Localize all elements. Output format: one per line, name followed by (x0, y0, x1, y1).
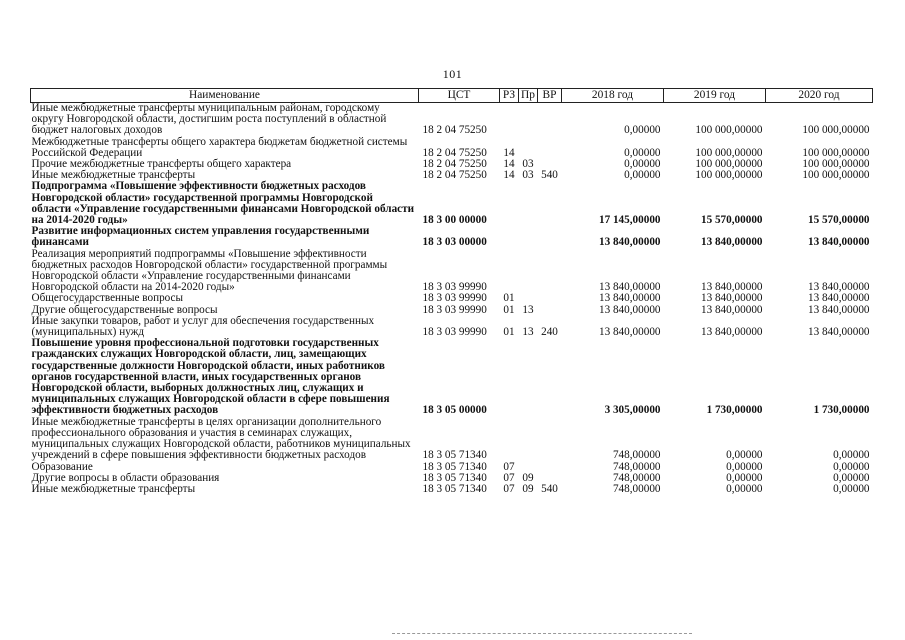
cell-2019: 0,00000 (726, 482, 763, 495)
cell-name: Иные закупки товаров, работ и услуг для обеспечения государственных (муниципальных) нужд (31, 314, 375, 339)
cell-cst: 18 3 05 71340 (422, 482, 487, 495)
cell-name: Иные межбюджетные трансферты (31, 482, 196, 495)
cell-cst: 18 3 03 99990 (422, 281, 487, 294)
cell-name: Общегосударственные вопросы (31, 292, 184, 305)
cell-cst: 18 3 05 71340 (422, 471, 487, 484)
header-pr: Пр (519, 89, 538, 103)
cell-pr (519, 103, 538, 137)
cell-rz (500, 249, 519, 294)
cell-2018: 17 145,00000 (598, 214, 661, 227)
cell-2020: 15 570,00000 (807, 214, 870, 227)
cell-2018: 748,00000 (612, 471, 661, 484)
cell-2020: 0,00000 (833, 449, 870, 462)
cell-cst: 18 3 05 00000 (422, 404, 487, 417)
cell-rz: 01 (503, 303, 515, 316)
cell-2018: 748,00000 (612, 460, 661, 473)
cell-cst: 18 3 03 99990 (422, 292, 487, 305)
cell-2019: 0,00000 (726, 449, 763, 462)
cell-name: Другие вопросы в области образования (31, 471, 220, 484)
cell-cst: 18 2 04 75250 (422, 124, 487, 137)
table-row (31, 484, 873, 495)
table-row (31, 181, 873, 226)
cell-2018: 0,00000 (624, 169, 661, 182)
cell-2020: 100 000,00000 (802, 158, 870, 171)
cell-2019: 15 570,00000 (700, 214, 763, 227)
cell-cst: 18 3 00 00000 (422, 214, 487, 227)
cell-rz (500, 181, 519, 226)
cell-name: Межбюджетные трансферты общего характера бюджетам бюджетной системы Российской Федерации (31, 135, 408, 159)
cell-pr (519, 249, 538, 294)
cell-cst: 18 3 05 71340 (422, 460, 487, 473)
cell-rz (500, 338, 519, 416)
cell-cst: 18 3 03 99990 (422, 303, 487, 316)
cell-pr (519, 338, 538, 416)
cell-2018: 13 840,00000 (598, 236, 661, 249)
cell-2019: 13 840,00000 (700, 303, 763, 316)
header-vr: ВР (538, 89, 562, 103)
cell-2018: 13 840,00000 (598, 292, 661, 305)
cell-vr (538, 103, 562, 137)
cell-name: Образование (31, 460, 93, 473)
cell-2019: 13 840,00000 (700, 236, 763, 249)
cell-name: Иные межбюджетные трансферты муниципальным районам, городскому округу Новгородской области, достигшим роста поступлений в областной бюджет налоговых доходов (31, 102, 387, 137)
cell-pr: 09 (522, 482, 534, 495)
cell-rz: 14 (503, 158, 515, 171)
cell-2020: 100 000,00000 (802, 124, 870, 137)
cell-2019: 0,00000 (726, 460, 763, 473)
cell-2018: 13 840,00000 (598, 303, 661, 316)
cell-pr: 03 (522, 169, 534, 182)
cell-vr (538, 137, 562, 159)
header-rz: РЗ (500, 89, 519, 103)
cell-name: Прочие межбюджетные трансферты общего характера (31, 158, 292, 171)
cell-2018: 748,00000 (612, 449, 661, 462)
cell-2019: 13 840,00000 (700, 326, 763, 339)
budget-table (30, 88, 873, 495)
cell-2018: 0,00000 (624, 124, 661, 137)
cell-2020: 13 840,00000 (807, 292, 870, 305)
cell-2019: 0,00000 (726, 471, 763, 484)
cell-2020: 13 840,00000 (807, 236, 870, 249)
cell-vr: 540 (541, 169, 558, 182)
cell-2018: 13 840,00000 (598, 281, 661, 294)
cell-vr (538, 417, 562, 462)
cell-name: Другие общегосударственные вопросы (31, 303, 218, 316)
cell-2019: 13 840,00000 (700, 281, 763, 294)
cell-2019: 100 000,00000 (695, 158, 763, 171)
cell-pr (519, 293, 538, 304)
cell-cst: 18 3 03 99990 (422, 326, 487, 339)
cell-rz: 07 (503, 460, 515, 473)
cell-2020: 0,00000 (833, 471, 870, 484)
cell-2020: 13 840,00000 (807, 326, 870, 339)
cell-name: Иные межбюджетные трансферты в целях организации дополнительного профессионального образования и участия в семинарах служащих, муниципальных служащих Новгородской области, работников муниципальных учреждений в сфере повышения эффективности бюджетных расходов (31, 415, 411, 462)
cell-pr (519, 181, 538, 226)
cell-vr: 540 (541, 482, 558, 495)
cell-vr (538, 181, 562, 226)
cell-rz: 07 (503, 471, 515, 484)
cell-cst: 18 2 04 75250 (422, 158, 487, 171)
cell-name: Иные межбюджетные трансферты (31, 169, 196, 182)
cell-rz (500, 226, 519, 248)
cell-2018: 0,00000 (624, 146, 661, 159)
cell-2020: 1 730,00000 (813, 404, 870, 417)
cell-2020: 0,00000 (833, 460, 870, 473)
cell-pr: 13 (522, 326, 534, 339)
cell-2020: 100 000,00000 (802, 169, 870, 182)
footer-scan-marks (392, 633, 692, 636)
table-row (31, 137, 873, 159)
cell-2020: 100 000,00000 (802, 146, 870, 159)
header-name: Наименование (31, 89, 419, 103)
cell-vr: 240 (541, 326, 558, 339)
cell-vr (538, 305, 562, 316)
header-2018: 2018 год (562, 89, 664, 103)
cell-2018: 748,00000 (612, 482, 661, 495)
cell-name: Подпрограмма «Повышение эффективности бюджетных расходов Новгородской области» государственной программы Новгородской области «Управление государственными финансами Новгородской области на 2014-2020 годы» (31, 180, 415, 227)
cell-vr (538, 462, 562, 473)
header-2019: 2019 год (664, 89, 766, 103)
cell-vr (538, 338, 562, 416)
cell-2019: 13 840,00000 (700, 292, 763, 305)
cell-vr (538, 226, 562, 248)
cell-2019: 100 000,00000 (695, 146, 763, 159)
cell-rz (500, 103, 519, 137)
cell-2019: 100 000,00000 (695, 169, 763, 182)
cell-cst: 18 2 04 75250 (422, 146, 487, 159)
cell-cst: 18 2 04 75250 (422, 169, 487, 182)
cell-2020: 13 840,00000 (807, 281, 870, 294)
cell-2018: 3 305,00000 (604, 404, 661, 417)
cell-cst: 18 3 05 71340 (422, 449, 487, 462)
cell-name: Развитие информационных систем управления государственными финансами (31, 225, 370, 249)
cell-pr (519, 137, 538, 159)
header-2020: 2020 год (766, 89, 873, 103)
cell-rz: 01 (503, 326, 515, 339)
cell-name: Повышение уровня профессиональной подготовки государственных гражданских служащих Новгородской области, лиц, замещающих государственные должности Новгородской области, иных работников органов государственной власти, иных государственных органов Новгородской области, выборных должностных лиц, служащих и муниципальных служащих Новгородской области в сфере повышения эффективности бюджетных расходов (31, 337, 390, 417)
cell-rz: 07 (503, 482, 515, 495)
cell-2018: 0,00000 (624, 158, 661, 171)
cell-2019: 1 730,00000 (706, 404, 763, 417)
table-row (31, 417, 873, 462)
cell-rz: 01 (503, 292, 515, 305)
cell-pr: 03 (522, 158, 534, 171)
cell-rz (500, 417, 519, 462)
cell-2019: 100 000,00000 (695, 124, 763, 137)
cell-pr: 09 (522, 471, 534, 484)
cell-name: Реализация мероприятий подпрограммы «Повышение эффективности бюджетных расходов Новгородской области» государственной программы Новгородской области «Управление государственными финансами Новгородской области на 2014-2020 годы» (31, 247, 388, 294)
page-number: 101 (442, 67, 463, 81)
table-row (31, 316, 873, 338)
cell-vr (538, 293, 562, 304)
cell-pr: 13 (522, 303, 534, 316)
table-body (31, 103, 873, 496)
cell-rz: 14 (503, 169, 515, 182)
table-header-row (31, 89, 873, 103)
cell-vr (538, 249, 562, 294)
cell-pr (519, 226, 538, 248)
table-row (31, 103, 873, 137)
cell-2020: 13 840,00000 (807, 303, 870, 316)
cell-cst: 18 3 03 00000 (422, 236, 487, 249)
cell-pr (519, 417, 538, 462)
table-row (31, 338, 873, 416)
table-row (31, 226, 873, 248)
table-row (31, 249, 873, 294)
table-row (31, 293, 873, 304)
cell-rz: 14 (503, 146, 515, 159)
cell-2020: 0,00000 (833, 482, 870, 495)
header-cst: ЦСТ (419, 89, 500, 103)
cell-2018: 13 840,00000 (598, 326, 661, 339)
